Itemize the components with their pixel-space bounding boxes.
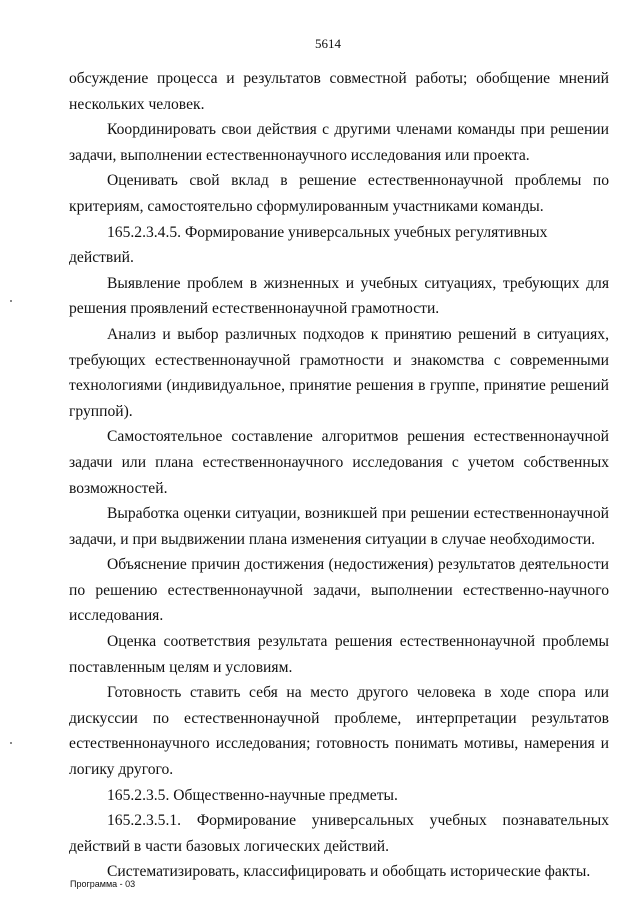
scan-speck: [10, 300, 12, 302]
paragraph: Оценка соответствия результата решения естественнонаучной проблемы поставленным целям и условиям.: [69, 633, 609, 676]
paragraph: Оценивать свой вклад в решение естественнонаучной проблемы по критериям, самостоятельно сформулированным участниками команды.: [69, 172, 609, 215]
paragraph: Систематизировать, классифицировать и обобщать исторические факты.: [107, 863, 591, 881]
section-heading: 165.2.3.4.5. Формирование универсальных учебных регулятивных действий.: [69, 223, 548, 267]
section-heading: 165.2.3.5. Общественно-научные предметы.: [107, 786, 398, 804]
paragraph: Координировать свои действия с другими членами команды при решении задачи, выполнении естественнонаучного исследования или проекта.: [69, 121, 609, 164]
paragraph: Анализ и выбор различных подходов к принятию решений в ситуациях, требующих естественнонаучной грамотности и знакомства с современными технологиями (индивидуальное, принятие решения в группе, принятие решений группой).: [69, 325, 609, 420]
paragraph: Выявление проблем в жизненных и учебных ситуациях, требующих для решения проявлений естественнонаучной грамотности.: [69, 274, 609, 318]
scan-speck: [10, 742, 12, 744]
footer-label: Программа - 03: [70, 879, 136, 889]
paragraph: Объяснение причин достижения (недостижения) результатов деятельности по решению естественнонаучной задачи, выполнении естественно-научного исследования.: [69, 556, 609, 625]
page-number: 5614: [315, 36, 341, 51]
paragraph: Готовность ставить себя на место другого человека в ходе спора или дискуссии по естественнонаучной проблеме, интерпретации результатов естественнонаучного исследования; готовность понимать мотивы, намерения и логику другого.: [69, 684, 609, 779]
paragraph-continuation: обсуждение процесса и результатов совместной работы; обобщение мнений нескольких человек.: [69, 70, 609, 113]
document-body: [69, 66, 609, 885]
paragraph: 165.2.3.5.1. Формирование универсальных учебных познавательных действий в части базовых логических действий.: [69, 812, 609, 855]
paragraph: Самостоятельное составление алгоритмов решения естественнонаучной задачи или плана естественнонаучного исследования с учетом собственных возможностей.: [69, 428, 609, 497]
paragraph: Выработка оценки ситуации, возникшей при решении естественнонаучной задачи, и при выдвижении плана изменения ситуации в случае необходимости.: [69, 505, 609, 548]
